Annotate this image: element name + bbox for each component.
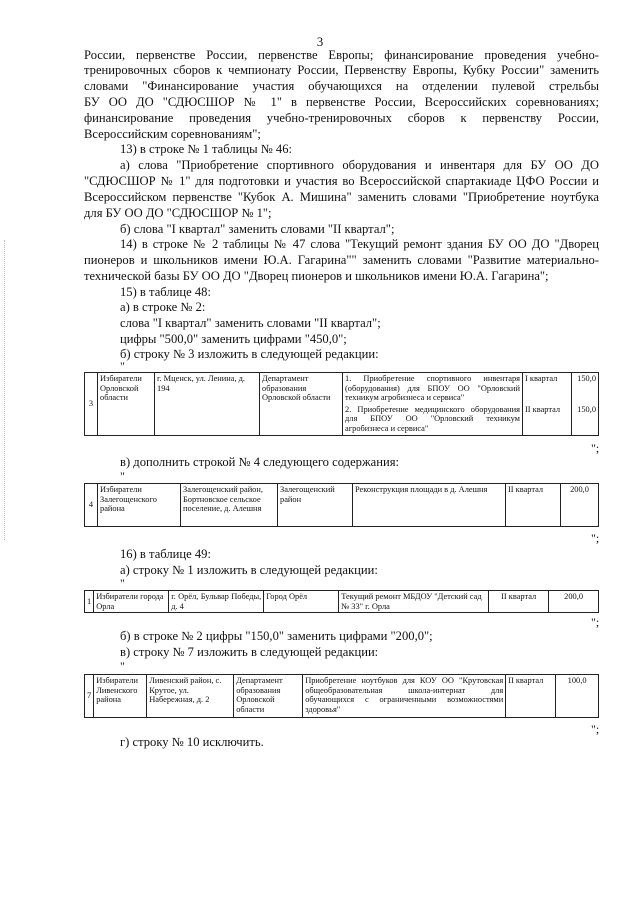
cell-purpose-2: 2. Приобретение медицинского оборудования для БПОУ ОО "Орловский техникум агробизнеса и сервиса" [343,404,523,435]
text-line: БУ ОО ДО "СДЮСШОР № 1" в первенстве России, Всероссийских соревнованиях; [84,95,599,109]
text-line: Всероссийским соревнованиям"; [84,127,261,141]
cell-voters: Избиратели Залегощенского района [98,484,181,527]
item-16g: г) строку № 10 исключить. [120,735,264,749]
cell-recipient: Департамент образования Орловской области [234,675,303,718]
open-quote: " [120,469,125,483]
cell-period-2: II квартал [523,404,572,435]
table-48-row-4 [84,483,599,527]
text-line: тренировочных сборов к чемпионату России, Первенству Европы, Кубку России" заменить [84,63,599,77]
close-quote: "; [591,722,600,736]
cell-sum-1: 150,0 [572,373,599,404]
margin-mark [4,240,6,540]
text-line: Всероссийском первенстве "Кубок А. Мишина" заменить словами "Приобретение ноутбука [84,190,599,204]
text-line: словами "Финансирование участия обучающихся на отделении пулевой стрельбы [84,79,599,93]
open-quote: " [120,359,125,373]
item-15: 15) в таблице 48: [120,285,211,299]
open-quote: " [120,659,125,673]
cell-purpose: Текущий ремонт МБДОУ "Детский сад № 33" г. Орла [339,591,489,613]
cell-voters: Избиратели города Орла [94,591,169,613]
cell-voters: Избиратели Ливенского района [94,675,147,718]
page-number: 3 [316,34,324,49]
item-16v: в) строку № 7 изложить в следующей редакции: [120,645,379,659]
cell-voters: Избиратели Орловской области [98,373,155,436]
table-49-row-1 [84,590,599,613]
cell-purpose-1: 1. Приобретение спортивного инвентаря (оборудования) для БПОУ ОО "Орловский техникум агробизнеса и сервиса" [343,373,523,404]
table-48-row-3 [84,372,599,436]
cell-period: II квартал [506,675,556,718]
item-15a: а) в строке № 2: [120,300,206,314]
cell-period: II квартал [506,484,561,527]
row-number: 4 [85,484,98,527]
cell-sum: 200,0 [549,591,599,613]
cell-address: Ливенский район, с. Крутое, ул. Набережная, д. 2 [147,675,234,718]
cell-purpose: Реконструкция площади в д. Алешня [353,484,506,527]
row-number: 3 [85,373,98,436]
text-line: а) слова "Приобретение спортивного оборудования и инвентаря для БУ ОО ДО [120,158,599,172]
item-15a1: слова "I квартал" заменить словами "II квартал"; [120,316,381,330]
cell-address: г. Орёл, Бульвар Победы, д. 4 [169,591,264,613]
row-number: 1 [85,591,94,613]
cell-recipient: Город Орёл [264,591,339,613]
cell-period: II квартал [489,591,549,613]
text-line: финансирование проведения учебно-тренировочных сборов к первенству России, [84,111,599,125]
item-16a: а) строку № 1 изложить в следующей редакции: [120,563,378,577]
text-line: для БУ ОО ДО "СДЮСШОР № 1"; [84,206,272,220]
close-quote: "; [591,615,600,629]
cell-sum-2: 150,0 [572,404,599,435]
cell-sum: 200,0 [561,484,599,527]
cell-address: г. Мценск, ул. Ленина, д. 194 [155,373,260,436]
close-quote: "; [591,531,600,545]
cell-recipient: Департамент образования Орловской области [260,373,343,436]
text-line: технической базы БУ ОО ДО "Дворец пионеров и школьников имени Ю.А. Гагарина"; [84,269,549,283]
item-15v: в) дополнить строкой № 4 следующего содержания: [120,455,400,469]
cell-recipient: Залегощенский район [278,484,353,527]
cell-sum: 100,0 [556,675,599,718]
cell-address: Залегощенский район, Бортновское сельское поселение, д. Алешня [181,484,278,527]
item-16: 16) в таблице 49: [120,547,211,561]
item-15a2: цифры "500,0" заменить цифрами "450,0"; [120,332,347,346]
item-13b: б) слова "I квартал" заменить словами "II квартал"; [120,222,395,236]
close-quote: "; [591,441,600,455]
item-15b: б) строку № 3 изложить в следующей редакции: [120,347,379,361]
cell-period-1: I квартал [523,373,572,404]
text-line: "СДЮСШОР № 1" для подготовки и участия во Всероссийской спартакиаде ЦФО России и [84,174,599,188]
text-line: России, первенстве России, первенстве Европы; финансирование проведения учебно- [84,48,599,62]
row-number: 7 [85,675,94,718]
item-16b: б) в строке № 2 цифры "150,0" заменить цифрами "200,0"; [120,629,433,643]
open-quote: " [120,576,125,590]
text-line: 14) в строке № 2 таблицы № 47 слова "Текущий ремонт здания БУ ОО ДО "Дворец [120,237,599,251]
table-49-row-7 [84,674,599,718]
item-13: 13) в строке № 1 таблицы № 46: [120,142,292,156]
cell-purpose: Приобретение ноутбуков для КОУ ОО "Крутовская общеобразовательная школа-интернат для обучающихся с ограниченными возможностями здоровья" [303,675,506,718]
text-line: пионеров и школьников имени Ю.А. Гагарина"" заменить словами "Развитие материально- [84,253,599,267]
